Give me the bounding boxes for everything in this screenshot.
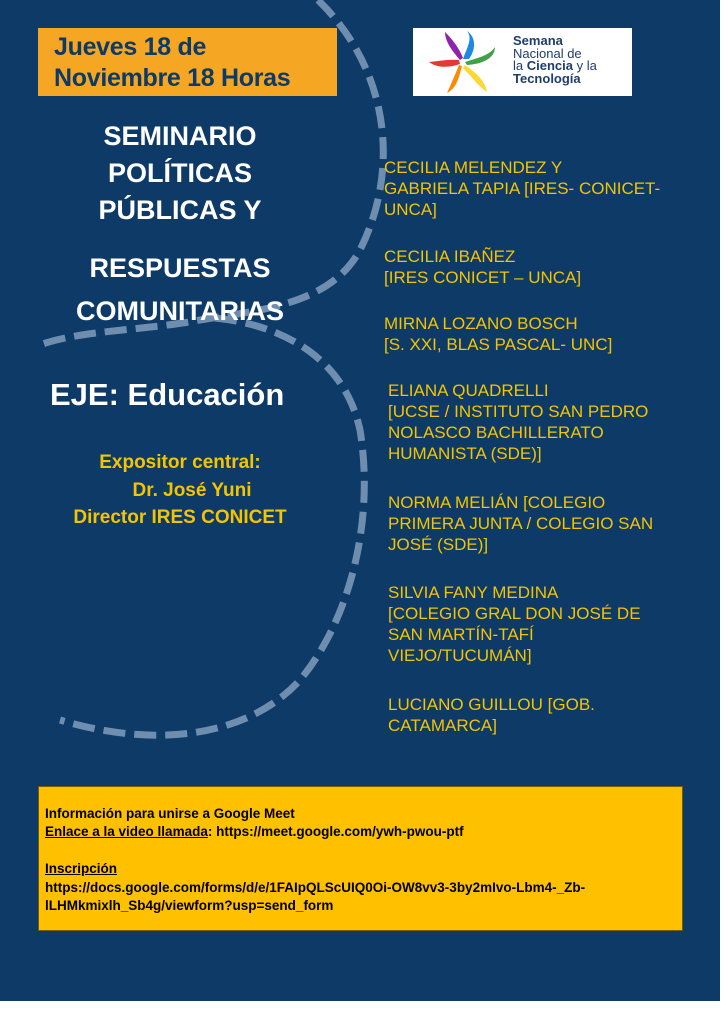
panelist-5 bbox=[388, 492, 653, 555]
panelist-2-line1: CECILIA IBAÑEZ bbox=[384, 247, 516, 266]
event-date-box bbox=[38, 28, 337, 96]
expositor-name: Dr. José Yuni bbox=[132, 480, 252, 501]
video-call-link[interactable]: https://meet.google.com/ywh-pwou-ptf bbox=[216, 824, 464, 839]
panelist-4-line4: HUMANISTA (SDE)] bbox=[388, 444, 542, 463]
panelist-5-line2: PRIMERA JUNTA / COLEGIO SAN bbox=[388, 514, 654, 533]
event-date-line1: Jueves 18 de bbox=[54, 33, 207, 61]
panelist-6-line1: SILVIA FANY MEDINA bbox=[388, 583, 559, 602]
inscription-label: Inscripción bbox=[45, 861, 118, 876]
panelist-4-line2: [UCSE / INSTITUTO SAN PEDRO bbox=[388, 402, 649, 421]
video-call-link-row bbox=[45, 824, 464, 839]
panelist-1-line1: CECILIA MELENDEZ Y bbox=[384, 158, 563, 177]
video-call-link-separator: : bbox=[207, 824, 217, 839]
panelist-5-line3: JOSÉ (SDE)] bbox=[388, 535, 489, 554]
logo-line3: la Ciencia y la bbox=[513, 58, 597, 73]
panelist-6 bbox=[388, 582, 641, 666]
panelist-5-line1: NORMA MELIÁN [COLEGIO bbox=[388, 493, 606, 512]
logo-line1: Semana bbox=[513, 33, 563, 48]
panelist-6-line4: VIEJO/TUCUMÁN] bbox=[388, 646, 532, 665]
panelist-3 bbox=[384, 313, 612, 355]
panelist-2 bbox=[384, 246, 581, 288]
title-line-5: COMUNITARIAS bbox=[76, 296, 284, 326]
logo-line4: Tecnología bbox=[513, 70, 581, 86]
panelist-7-line1: LUCIANO GUILLOU [GOB. bbox=[388, 695, 595, 714]
panelist-1-line3: UNCA] bbox=[384, 200, 437, 219]
panelist-1-line2: GABRIELA TAPIA [IRES- CONICET- bbox=[384, 179, 661, 198]
panelist-6-line3: SAN MARTÍN-TAFÍ bbox=[388, 625, 534, 644]
inscription-form-link-line1[interactable]: https://docs.google.com/forms/d/e/1FAIpQLScUIQ0Oi-OW8vv3-3by2mIvo-Lbm4-_Zb- bbox=[45, 880, 586, 895]
eje-heading: EJE: Educación bbox=[50, 377, 285, 412]
snct-logo bbox=[413, 28, 632, 96]
panelist-3-line2: [S. XXI, BLAS PASCAL- UNC] bbox=[384, 335, 613, 354]
expositor-label: Expositor central: bbox=[99, 452, 261, 473]
panelist-7-line2: CATAMARCA] bbox=[388, 716, 497, 735]
panelist-4-line3: NOLASCO BACHILLERATO bbox=[388, 423, 604, 442]
panelist-1 bbox=[384, 157, 660, 220]
title-line-3: PÚBLICAS Y bbox=[98, 195, 262, 225]
meeting-info-box bbox=[38, 786, 683, 931]
panelist-4 bbox=[388, 380, 648, 464]
expositor-role: Director IRES CONICET bbox=[73, 507, 287, 528]
panelist-3-line1: MIRNA LOZANO BOSCH bbox=[384, 314, 578, 333]
star-burst-icon bbox=[417, 29, 509, 95]
meet-heading: Información para unirse a Google Meet bbox=[45, 806, 295, 821]
event-date-line2: Noviembre 18 Horas bbox=[54, 64, 291, 92]
title-line-1: SEMINARIO bbox=[103, 121, 257, 151]
title-line-2: POLÍTICAS bbox=[107, 158, 252, 188]
logo-line2: Nacional de bbox=[513, 45, 582, 61]
video-call-link-label: Enlace a la video llamada bbox=[45, 824, 208, 839]
panelist-7 bbox=[388, 694, 595, 736]
inscription-form-link-line2[interactable]: lLHMkmixlh_Sb4g/viewform?usp=send_form bbox=[45, 898, 334, 913]
panelist-6-line2: [COLEGIO GRAL DON JOSÉ DE bbox=[388, 604, 641, 623]
panelist-2-line2: [IRES CONICET – UNCA] bbox=[384, 268, 582, 287]
panelist-4-line1: ELIANA QUADRELLI bbox=[388, 381, 549, 400]
snct-logo-text bbox=[513, 35, 597, 85]
title-line-4: RESPUESTAS bbox=[89, 253, 271, 283]
